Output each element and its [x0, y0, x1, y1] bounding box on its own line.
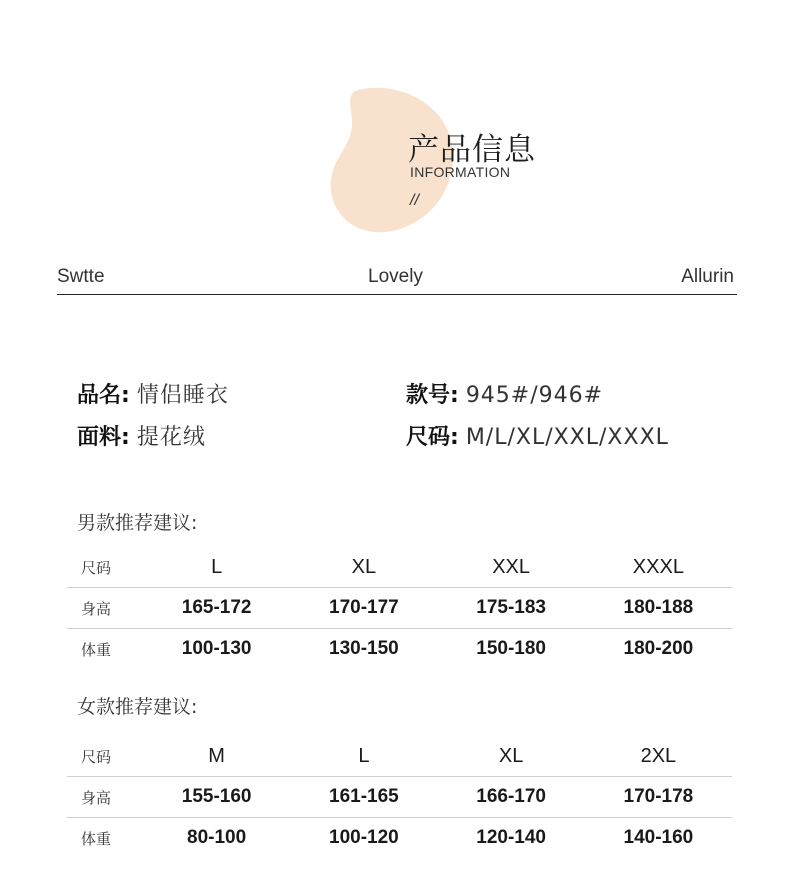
women-size-table — [67, 736, 732, 858]
table-cell: XXL — [492, 555, 531, 578]
row-label: 体重 — [67, 629, 143, 670]
table-row-weight — [67, 629, 732, 670]
table-row-height — [67, 777, 732, 818]
page-subtitle: INFORMATION — [410, 164, 511, 180]
product-fabric-value: 提花绒 — [136, 425, 206, 450]
table-cell: 100-130 — [143, 629, 290, 670]
table-cell: 120-140 — [438, 818, 585, 859]
table-cell: 180-200 — [585, 629, 732, 670]
product-style-label: 款号: — [406, 383, 459, 408]
table-cell: M — [208, 744, 225, 767]
table-cell: L — [211, 555, 223, 578]
table-cell: 130-150 — [290, 629, 437, 670]
product-name — [77, 378, 229, 409]
table-row-size — [67, 736, 732, 777]
table-cell: 80-100 — [143, 818, 290, 859]
row-label: 身高 — [67, 588, 143, 629]
product-name-value: 情侣睡衣 — [136, 383, 229, 408]
table-row-size — [67, 547, 732, 588]
table-cell: 170-177 — [290, 588, 437, 629]
tagline-middle: Lovely — [368, 266, 423, 287]
product-fabric — [77, 420, 206, 451]
table-cell: 166-170 — [438, 777, 585, 818]
men-size-table — [67, 547, 732, 669]
row-label: 尺码 — [81, 747, 112, 766]
table-cell: 180-188 — [585, 588, 732, 629]
table-cell: XL — [351, 555, 377, 578]
product-sizes-label: 尺码: — [406, 425, 459, 450]
table-row-weight — [67, 818, 732, 859]
row-label: 体重 — [67, 818, 143, 859]
table-cell: 150-180 — [438, 629, 585, 670]
table-cell: 100-120 — [290, 818, 437, 859]
product-style-value: 945#/946# — [465, 383, 604, 408]
tagline-right: Allurin — [681, 266, 734, 287]
row-label: 身高 — [67, 777, 143, 818]
table-cell: 161-165 — [290, 777, 437, 818]
table-cell: XL — [498, 744, 524, 767]
page-title: 产品信息 — [408, 132, 536, 168]
table-cell: L — [358, 744, 370, 767]
product-style — [406, 378, 603, 409]
product-fabric-label: 面料: — [77, 425, 130, 450]
table-cell: 170-178 — [585, 777, 732, 818]
table-cell: 140-160 — [585, 818, 732, 859]
table-cell: 155-160 — [143, 777, 290, 818]
table-cell: 2XL — [640, 744, 677, 767]
women-section-title: 女款推荐建议: — [77, 696, 198, 718]
table-cell: XXXL — [632, 555, 684, 578]
product-sizes-value: M/L/XL/XXL/XXXL — [465, 425, 669, 450]
product-sizes — [406, 420, 669, 451]
title-slash-mark: // — [410, 192, 419, 209]
men-section-title: 男款推荐建议: — [77, 512, 198, 534]
tagline-left: Swtte — [57, 266, 105, 287]
table-cell: 175-183 — [438, 588, 585, 629]
divider-line — [57, 294, 737, 295]
product-name-label: 品名: — [77, 383, 130, 408]
row-label: 尺码 — [81, 558, 112, 577]
table-cell: 165-172 — [143, 588, 290, 629]
table-row-height — [67, 588, 732, 629]
